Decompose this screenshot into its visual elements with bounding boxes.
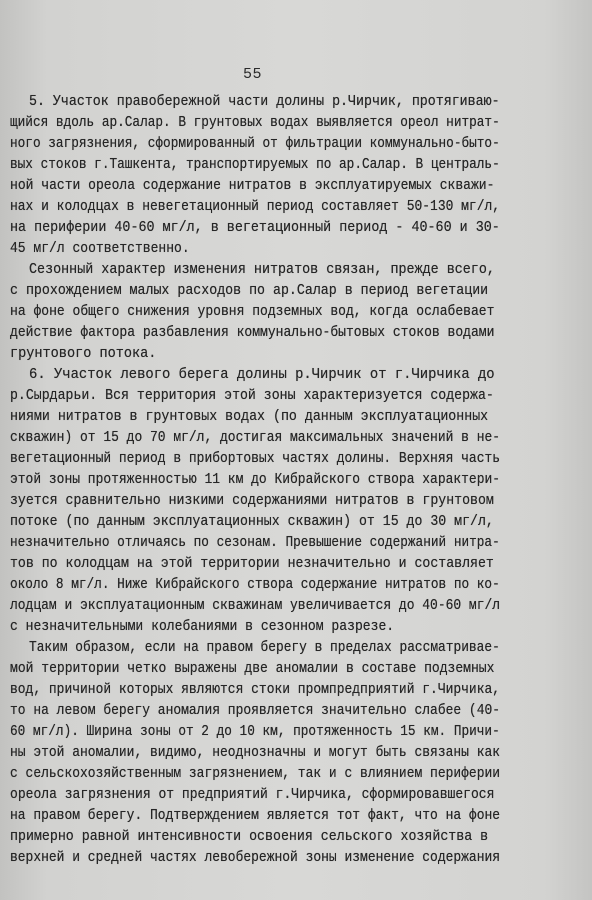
text-line: с прохождением малых расходов по ар.Салар в период вегетации — [10, 283, 489, 299]
text-line: этой зоны протяженностью 11 км до Кибрайского створа характери- — [10, 472, 501, 488]
text-line: тов по колодцам на этой территории незначительно и составляет — [10, 556, 494, 572]
text-line: вых стоков г.Ташкента, транспортируемых по ар.Салар. В централь- — [10, 157, 500, 173]
text-line: то на левом берегу аномалия проявляется значительно слабее (40- — [10, 703, 501, 719]
text-line: Сезонный характер изменения нитратов связан, прежде всего, — [29, 262, 495, 278]
text-line: верхней и средней частях левобережной зоны изменение содержания — [10, 850, 501, 866]
text-line: около 8 мг/л. Ниже Кибрайского створа содержание нитратов по ко- — [10, 577, 500, 593]
text-line: 6. Участок левого берега долины р.Чирчик от г.Чирчика до — [29, 367, 495, 383]
text-line: на периферии 40-60 мг/л, в вегетационный период - 40-60 и 30- — [10, 220, 500, 236]
text-line: грунтового потока. — [10, 346, 157, 362]
text-line: на фоне общего снижения уровня подземных вод, когда ослабевает — [10, 304, 495, 320]
text-line: на правом берегу. Подтверждением является тот факт, что на фоне — [10, 808, 501, 824]
text-line: примерно равной интенсивности освоения сельского хозяйства в — [10, 829, 489, 845]
page-number: 55 — [243, 66, 263, 83]
text-line: 60 мг/л). Ширина зоны от 2 до 10 км, протяженность 15 км. Причи- — [10, 724, 500, 740]
text-line: действие фактора разбавления коммунально-бытовых стоков водами — [10, 325, 495, 341]
text-line: ореола загрязнения от предприятий г.Чирчика, сформировавшегося — [10, 787, 495, 803]
text-line: 45 мг/л соответственно. — [10, 241, 190, 257]
text-line: мой территории четко выражены две аномалии в составе подземных — [10, 661, 495, 677]
text-line: щийся вдоль ар.Салар. В грунтовых водах выявляется ореол нитрат- — [10, 115, 500, 131]
text-line: нах и колодцах в невегетационный период составляет 50-130 мг/л, — [10, 199, 501, 215]
text-line: вегетационный период в прибортовых частях долины. Верхняя часть — [10, 451, 501, 467]
text-line: вод, причиной которых являются стоки промпредприятий г.Чирчика, — [10, 682, 501, 698]
text-line: потоке (по данным эксплуатационных скважин) от 15 до 30 мг/л, — [10, 514, 494, 530]
text-line: незначительно отличаясь по сезонам. Превышение содержаний нитра- — [10, 535, 500, 551]
text-line: 5. Участок правобережной части долины р.Чирчик, протягиваю- — [29, 94, 500, 110]
text-line: лодцам и эксплуатационным скважинам увеличивается до 40-60 мг/л — [10, 598, 501, 614]
text-line: скважин) от 15 до 70 мг/л, достигая максимальных значений в не- — [10, 430, 501, 446]
text-line: р.Сырдарьи. Вся территория этой зоны характеризуется содержа- — [10, 388, 494, 404]
text-line: с незначительными колебаниями в сезонном разрезе. — [10, 619, 395, 635]
text-line: ного загрязнения, сформированный от фильтрации коммунально-быто- — [10, 136, 500, 152]
text-line: с сельскохозяйственным загрязнением, так и с влиянием периферии — [10, 766, 501, 782]
text-line: Таким образом, если на правом берегу в пределах рассматривае- — [29, 640, 500, 656]
text-line: ны этой аномалии, видимо, неоднозначны и могут быть связаны как — [10, 745, 501, 761]
text-line: зуется сравнительно низкими содержаниями нитратов в грунтовом — [10, 493, 494, 509]
text-line: ной части ореола содержание нитратов в эксплуатируемых скважи- — [10, 178, 495, 194]
text-line: ниями нитратов в грунтовых водах (по данным эксплуатационных — [10, 409, 489, 425]
